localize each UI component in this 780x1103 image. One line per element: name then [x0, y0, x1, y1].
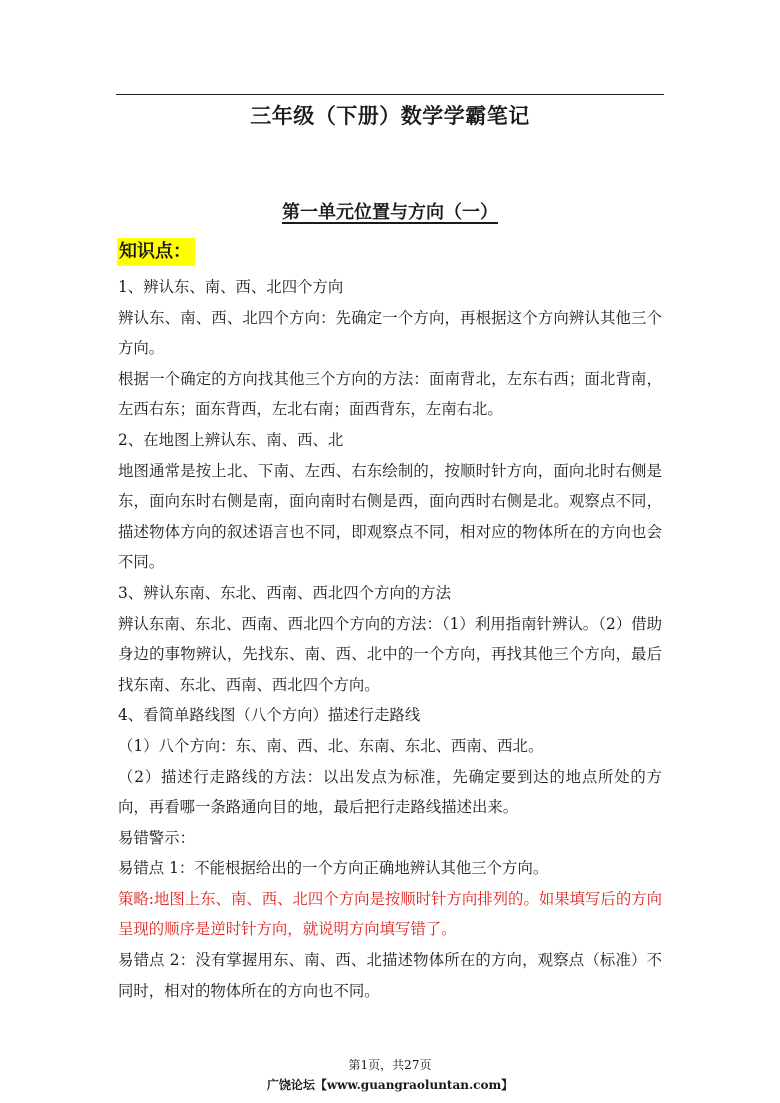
page-number: 第1页，共27页 [348, 1058, 432, 1072]
paragraph: 辨认东、南、西、北四个方向：先确定一个方向，再根据这个方向辨认其他三个方向。 [118, 308, 662, 358]
paragraph: 易错点 2：没有掌握用东、南、西、北描述物体所在的方向，观察点（标准）不同时，相对的物体所在的方向也不同。 [118, 951, 662, 1000]
paragraph: 4、看简单路线图（八个方向）描述行走路线 [118, 706, 421, 725]
document-body [118, 272, 662, 1006]
paragraph: 1、辨认东、南、西、北四个方向 [118, 278, 344, 296]
strategy-paragraph: 策略:地图上东、南、西、北四个方向是按顺时针方向排列的。如果填写后的方向呈现的顺序是逆时针方向，就说明方向填写错了。 [118, 889, 662, 939]
paragraph: 2、在地图上辨认东、南、西、北 [118, 430, 344, 449]
document-title: 三年级（下册）数学学霸笔记 [250, 103, 530, 128]
knowledge-points-heading: 知识点： [117, 238, 195, 266]
paragraph: 地图通常是按上北、下南、左西、右东绘制的，按顺时针方向，面向北时右侧是东，面向东时右侧是南，面向南时右侧是西，面向西时右侧是北。观察点不同，描述物体方向的叙述语言也不同，即观察点不同，相对应的物体所在的方向也会不同。 [118, 461, 662, 572]
paragraph: 易错警示： [118, 828, 195, 847]
site-footer: 广饶论坛【www.guangraoluntan.com】 [266, 1078, 514, 1092]
paragraph: 易错点 1：不能根据给出的一个方向正确地辨认其他三个方向。 [118, 859, 549, 878]
header-rule [116, 94, 664, 95]
unit-title [0, 198, 780, 224]
paragraph: 3、辨认东南、东北、西南、西北四个方向的方法 [118, 583, 451, 602]
paragraph: （1）八个方向：东、南、西、北、东南、东北、西南、西北。 [118, 736, 544, 755]
unit-title-text: 第一单元位置与方向（一） [282, 202, 498, 223]
paragraph: 辨认东南、东北、西南、西北四个方向的方法：（1）利用指南针辨认。（2）借助身边的事物辨认，先找东、南、西、北中的一个方向，再找其他三个方向，最后找东南、东北、西南、西北四个方向。 [118, 614, 662, 694]
paragraph: 根据一个确定的方向找其他三个方向的方法：面南背北，左东右西；面北背南，左西右东；面东背西，左北右南；面西背东，左南右北。 [118, 369, 662, 419]
paragraph: （2）描述行走路线的方法：以出发点为标准，先确定要到达的地点所处的方向，再看哪一条路通向目的地，最后把行走路线描述出来。 [118, 767, 662, 817]
